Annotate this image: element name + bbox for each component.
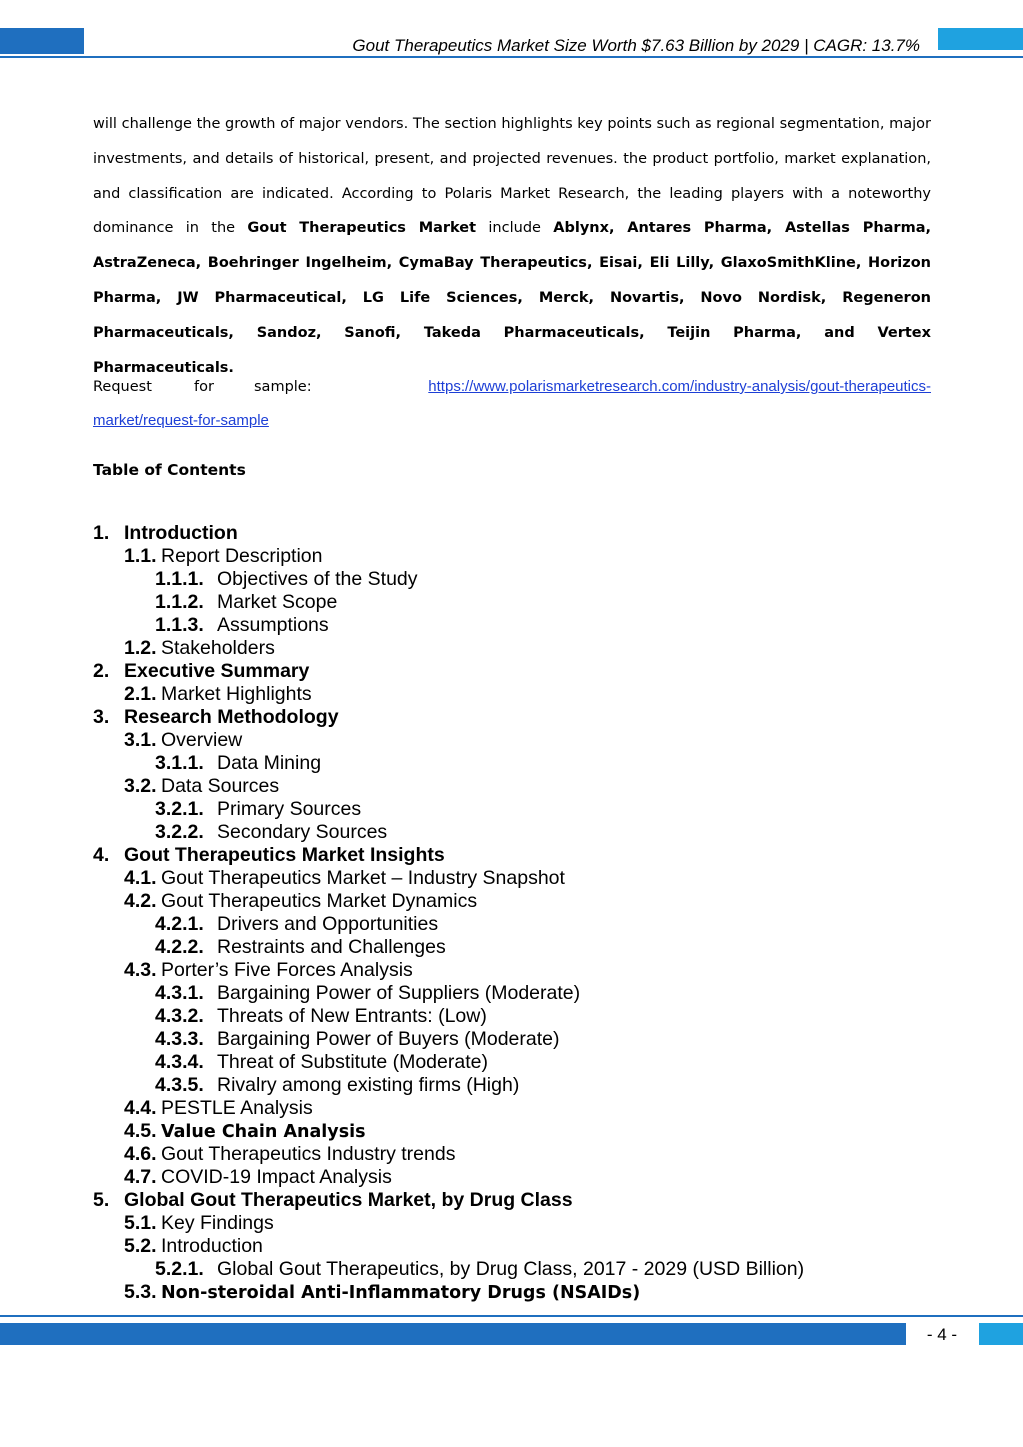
toc-item xyxy=(155,913,438,936)
toc-item-number: 1.2. xyxy=(124,637,157,659)
toc-item-label: Porter’s Five Forces Analysis xyxy=(161,959,413,981)
toc-item xyxy=(155,568,418,591)
toc-item-label: Gout Therapeutics Market Insights xyxy=(124,844,445,866)
toc-item xyxy=(124,683,312,706)
toc-item-label: Introduction xyxy=(161,1235,263,1257)
toc-item-number: 4. xyxy=(93,844,110,866)
toc-item xyxy=(124,1235,263,1258)
toc-item-label: Gout Therapeutics Market Dynamics xyxy=(161,890,478,912)
toc-item-number: 5.3. xyxy=(124,1281,157,1303)
toc-item-number: 4.2. xyxy=(124,890,157,912)
toc-item xyxy=(124,1281,640,1305)
toc-item-number: 5.2.1. xyxy=(155,1258,204,1280)
toc-item xyxy=(124,1212,274,1235)
toc-item xyxy=(93,706,339,729)
toc-item-label: Bargaining Power of Buyers (Moderate) xyxy=(217,1028,560,1050)
toc-item-label: Market Scope xyxy=(217,591,338,613)
toc-item-label: Research Methodology xyxy=(124,706,339,728)
toc-item-label: Market Highlights xyxy=(161,683,312,705)
toc-item-label: Value Chain Analysis xyxy=(161,1122,366,1142)
market-name: Gout Therapeutics Market xyxy=(247,220,477,237)
toc-item xyxy=(93,522,238,545)
toc-item xyxy=(155,821,387,844)
toc-item-label: Non-steroidal Anti-Inflammatory Drugs (NSAIDs) xyxy=(161,1283,641,1303)
toc-item xyxy=(155,936,446,959)
toc-item-number: 3.1. xyxy=(124,729,157,751)
toc-item-label: Executive Summary xyxy=(124,660,310,682)
toc-item-number: 1.1.1. xyxy=(155,568,204,590)
toc-item-label: Drivers and Opportunities xyxy=(217,913,439,935)
toc-heading: Table of Contents xyxy=(93,461,246,479)
header-bar-right xyxy=(938,28,1023,50)
page-number: - 4 - xyxy=(926,1325,958,1344)
toc-item xyxy=(155,752,321,775)
toc-item xyxy=(124,775,279,798)
toc-item-number: 4.3.2. xyxy=(155,1005,204,1027)
toc-item-number: 3.2. xyxy=(124,775,157,797)
sample-word: sample: xyxy=(254,379,312,395)
toc-item-number: 5.1. xyxy=(124,1212,157,1234)
toc-item xyxy=(124,1120,366,1144)
toc-item-label: Data Mining xyxy=(217,752,322,774)
toc-item-label: Report Description xyxy=(161,545,323,567)
toc-item-label: Secondary Sources xyxy=(217,821,388,843)
toc-item-label: Assumptions xyxy=(217,614,329,636)
toc-item-label: Threat of Substitute (Moderate) xyxy=(217,1051,488,1073)
toc-item xyxy=(93,844,445,867)
toc-item xyxy=(155,1074,519,1097)
toc-item-label: Data Sources xyxy=(161,775,280,797)
toc-item-label: Bargaining Power of Suppliers (Moderate) xyxy=(217,982,581,1004)
toc-item-number: 4.3.5. xyxy=(155,1074,204,1096)
toc-item-number: 3.2.1. xyxy=(155,798,204,820)
toc-item xyxy=(93,660,309,683)
toc-item xyxy=(124,890,477,913)
toc-item xyxy=(155,614,329,637)
toc-item-label: PESTLE Analysis xyxy=(161,1097,313,1119)
header-bar-left xyxy=(0,28,84,54)
toc-item xyxy=(124,1143,455,1166)
toc-item xyxy=(155,798,361,821)
toc-item xyxy=(124,1166,392,1189)
paragraph-text: will challenge the growth of major vendors. The section highlights key points such as regional segmentation, major investments, and details of historical, present, and projected revenues. the product portfolio, market explanation, and classification are indicated. According to Polaris Market Research, the leading players with a noteworthy dominance in the xyxy=(93,116,931,237)
toc-item-number: 4.7. xyxy=(124,1166,157,1188)
header-divider xyxy=(0,56,1023,58)
toc-item-number: 4.5. xyxy=(124,1120,157,1142)
toc-item-label: Overview xyxy=(161,729,243,751)
toc-item xyxy=(93,1189,573,1212)
request-sample-link[interactable]: https://www.polarismarketresearch.com/industry-analysis/gout-therapeutics- xyxy=(428,378,931,395)
toc-item-label: Global Gout Therapeutics Market, by Drug Class xyxy=(124,1189,573,1211)
toc-item-number: 5. xyxy=(93,1189,110,1211)
toc-item-label: Introduction xyxy=(124,522,238,544)
request-sample-link-cont[interactable]: market/request-for-sample xyxy=(93,412,269,429)
toc-item xyxy=(124,545,322,568)
for-word: for xyxy=(194,379,214,395)
toc-item-number: 4.3.1. xyxy=(155,982,204,1004)
toc-item-label: Gout Therapeutics Industry trends xyxy=(161,1143,456,1165)
toc-item-number: 4.2.1. xyxy=(155,913,204,935)
footer-bar xyxy=(0,1323,906,1345)
toc-item-number: 5.2. xyxy=(124,1235,157,1257)
toc-item-label: Stakeholders xyxy=(161,637,275,659)
toc-item xyxy=(124,867,565,890)
toc-item xyxy=(155,982,580,1005)
toc-item-number: 1.1.2. xyxy=(155,591,204,613)
toc-item-number: 4.3.3. xyxy=(155,1028,204,1050)
toc-item xyxy=(124,959,413,982)
toc-item-number: 3.2.2. xyxy=(155,821,204,843)
toc-item-number: 1.1.3. xyxy=(155,614,204,636)
toc-item xyxy=(155,1051,488,1074)
toc-item-number: 4.2.2. xyxy=(155,936,204,958)
toc-item xyxy=(155,1005,487,1028)
header-title: Gout Therapeutics Market Size Worth $7.63 Billion by 2029 | CAGR: 13.7% xyxy=(352,36,920,55)
toc-item-label: Key Findings xyxy=(161,1212,274,1234)
toc-item-number: 1.1. xyxy=(124,545,157,567)
toc-item-label: Restraints and Challenges xyxy=(217,936,446,958)
toc-item-number: 1. xyxy=(93,522,110,544)
toc-item xyxy=(155,1028,560,1051)
toc-item-number: 3. xyxy=(93,706,110,728)
toc-item-label: Rivalry among existing firms (High) xyxy=(217,1074,520,1096)
body-paragraph xyxy=(93,107,931,385)
toc-item xyxy=(124,1097,313,1120)
toc-item-label: Primary Sources xyxy=(217,798,362,820)
key-players: Ablynx, Antares Pharma, Astellas Pharma, AstraZeneca, Boehringer Ingelheim, CymaBay Therapeutics, Eisai, Eli Lilly, GlaxoSmithKline, Horizon Pharma, JW Pharmaceutical, LG Life Sciences, Merck, Novartis, Novo Nordisk, Regeneron Pharmaceuticals, Sandoz, Sanofi, Takeda Pharmaceuticals, Teijin Pharma, and Vertex Pharmaceuticals. xyxy=(93,220,931,376)
toc-item-number: 4.1. xyxy=(124,867,157,889)
toc-item-label: Objectives of the Study xyxy=(217,568,418,590)
toc-item xyxy=(124,637,275,660)
toc-item-number: 2. xyxy=(93,660,110,682)
toc-item xyxy=(155,1258,804,1281)
toc-item-number: 4.6. xyxy=(124,1143,157,1165)
include-text: include xyxy=(476,220,554,237)
toc-item-number: 4.4. xyxy=(124,1097,157,1119)
toc-item-label: Threats of New Entrants: (Low) xyxy=(217,1005,487,1027)
toc-item-number: 4.3. xyxy=(124,959,157,981)
toc-item-number: 4.3.4. xyxy=(155,1051,204,1073)
request-word: Request xyxy=(93,379,152,395)
footer-divider xyxy=(0,1315,1023,1317)
toc-item-number: 3.1.1. xyxy=(155,752,204,774)
toc-item-label: Global Gout Therapeutics, by Drug Class, 2017 - 2029 (USD Billion) xyxy=(217,1258,805,1280)
toc-item xyxy=(155,591,337,614)
toc-item-number: 2.1. xyxy=(124,683,157,705)
toc-item xyxy=(124,729,242,752)
toc-item-label: COVID-19 Impact Analysis xyxy=(161,1166,392,1188)
footer-bar-right xyxy=(979,1323,1023,1345)
toc-item-label: Gout Therapeutics Market – Industry Snapshot xyxy=(161,867,565,889)
